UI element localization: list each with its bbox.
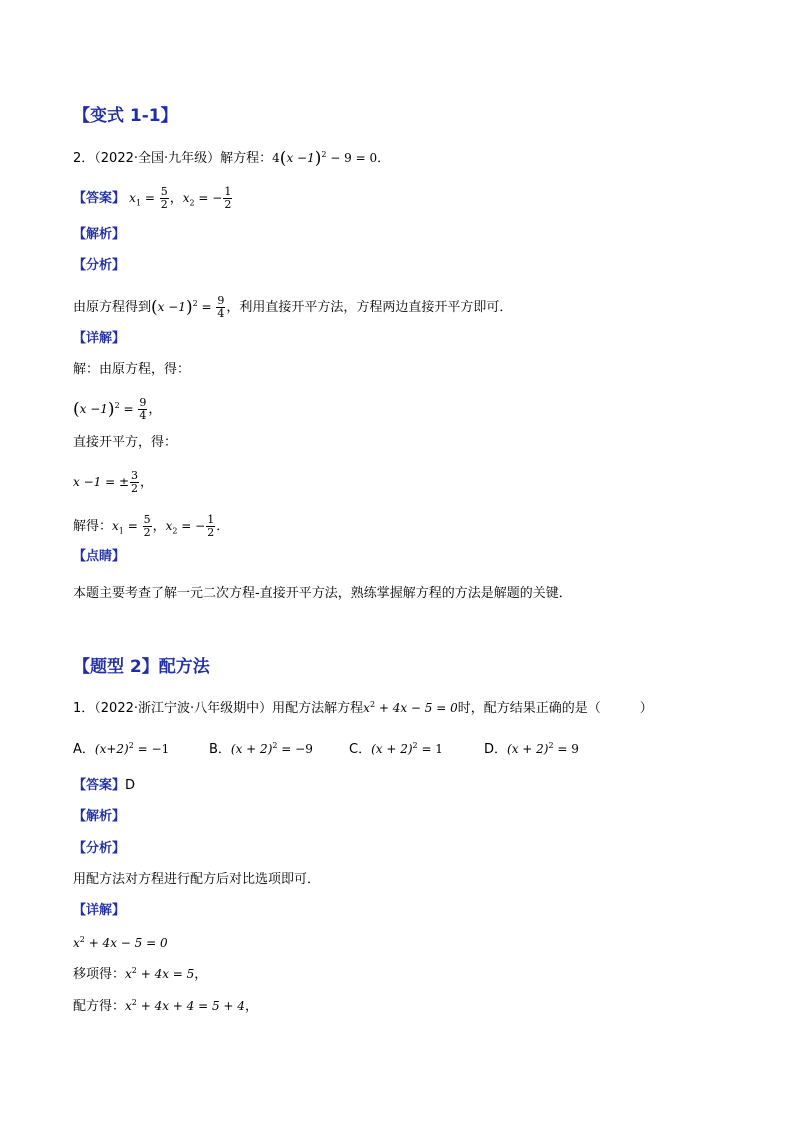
- question-2: 2．（2022·全国·九年级）解方程：$4(x -1)^2 - 9 = 0$．: [73, 148, 391, 169]
- question-1: 1．（2022·浙江宁波·八年级期中）用配方法解方程$x^2 + 4x - 5 = 0$时，配方结果正确的是（ ）: [73, 700, 653, 716]
- detail-line-2: $(x -1)^2$ = $\frac{9}{4}$ ，: [73, 396, 162, 422]
- detail-line-1: $x^2 + 4x - 5 = 0$: [73, 935, 168, 950]
- section-title-variant: 【变式 1-1】: [73, 106, 178, 126]
- fenxi-label: 【分析】: [73, 841, 126, 856]
- answer-line: [73, 186, 233, 211]
- question-source: （2022·全国·九年级）: [94, 151, 221, 166]
- detail-line-3: 配方得：$x^2 + 4x + 4 = 5 + 4$，: [73, 998, 258, 1014]
- analysis-label: 【解析】: [73, 809, 126, 824]
- dianjing-text: 本题主要考查了解一元二次方程-直接开平方法，熟练掌握解方程的方法是解题的关键．: [73, 586, 572, 601]
- question-source: （2022·浙江宁波·八年级期中）: [94, 701, 273, 716]
- fenxi-text: 由原方程得到$(x -1)^2$ = $\frac{9}{4}$ ，利用直接开平方法，方程两边直接开平方即可．: [73, 294, 513, 320]
- answer-value: D: [125, 778, 136, 793]
- detail-label: 【详解】: [73, 903, 126, 918]
- question-prompt: 解方程：: [220, 151, 273, 166]
- answer-math: $x_1$ = $\frac{5}{2}$ ，$x_2$ = − $\frac{1}{2}$: [129, 185, 232, 211]
- options-row: [73, 741, 579, 758]
- detail-line-4: x −1 = ± $\frac{3}{2}$ ，: [73, 469, 154, 495]
- question-number: 2．: [73, 151, 95, 166]
- question-prompt: 用配方法解方程: [272, 701, 364, 716]
- analysis-label: 【解析】: [73, 227, 126, 242]
- detail-line-2: 移项得：$x^2 + 4x = 5$，: [73, 966, 208, 982]
- answer-line: [73, 778, 135, 794]
- dianjing-label: 【点睛】: [73, 549, 126, 564]
- option-d: D．$(x + 2)^2 = 9$: [484, 741, 579, 757]
- detail-label: 【详解】: [73, 331, 126, 346]
- option-c: C．$(x + 2)^2 = 1$: [349, 741, 443, 757]
- option-b: B．$(x + 2)^2 = -9$: [209, 741, 313, 757]
- fenxi-label: 【分析】: [73, 258, 126, 273]
- fenxi-text: 用配方法对方程进行配方后对比选项即可．: [73, 872, 321, 887]
- detail-line-1: 解：由原方程，得：: [73, 362, 191, 377]
- option-a: A．$(x+2)^2 = -1$: [73, 741, 170, 757]
- detail-line-5: 解得：$x_1$ = $\frac{5}{2}$ ，$x_2$ = − $\frac{1}{2}$ ．: [73, 513, 230, 539]
- answer-label: 【答案】: [73, 778, 126, 793]
- answer-label: 【答案】: [73, 191, 126, 206]
- detail-line-3: 直接开平方，得：: [73, 435, 178, 450]
- question-equation: $x^2 + 4x - 5 = 0$: [363, 700, 458, 715]
- section-title-method: 【题型 2】配方法: [73, 657, 210, 677]
- question-number: 1．: [73, 701, 95, 716]
- question-equation: $4(x -1)^2 - 9 = 0$: [272, 148, 378, 169]
